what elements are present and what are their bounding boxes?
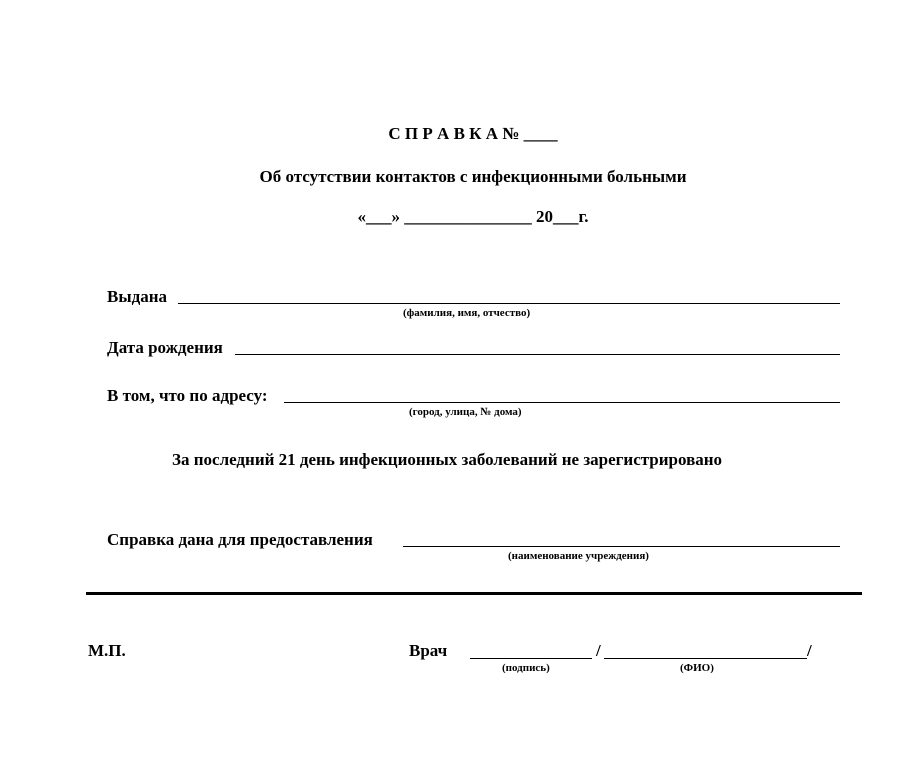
document-title: С П Р А В К А № ____ <box>388 124 558 143</box>
signature-hint: (подпись) <box>502 662 550 674</box>
doctor-name-hint: (ФИО) <box>680 662 714 674</box>
purpose-label: Справка дана для предоставления <box>107 530 373 549</box>
address-label: В том, что по адресу: <box>107 386 268 405</box>
purpose-field[interactable] <box>403 546 840 547</box>
statement-text: За последний 21 день инфекционных заболеваний не зарегистрировано <box>172 450 723 469</box>
doctor-name-field[interactable] <box>604 658 807 659</box>
doctor-label: Врач <box>409 641 448 660</box>
section-divider <box>86 592 862 595</box>
document-subtitle: Об отсутствии контактов с инфекционными больными <box>259 167 687 186</box>
slash-separator-2: / <box>807 641 812 660</box>
signature-field[interactable] <box>470 658 592 659</box>
address-hint: (город, улица, № дома) <box>409 406 522 418</box>
purpose-hint: (наименование учреждения) <box>508 550 649 562</box>
stamp-label: М.П. <box>88 641 126 660</box>
issued-to-field[interactable] <box>178 303 840 304</box>
issued-to-hint: (фамилия, имя, отчество) <box>403 307 531 319</box>
issued-to-label: Выдана <box>107 287 168 306</box>
birth-date-field[interactable] <box>235 354 840 355</box>
address-field[interactable] <box>284 402 840 403</box>
issue-date-line: «___» _______________ 20___г. <box>357 207 589 226</box>
birth-date-label: Дата рождения <box>107 338 223 357</box>
slash-separator-1: / <box>596 641 601 660</box>
